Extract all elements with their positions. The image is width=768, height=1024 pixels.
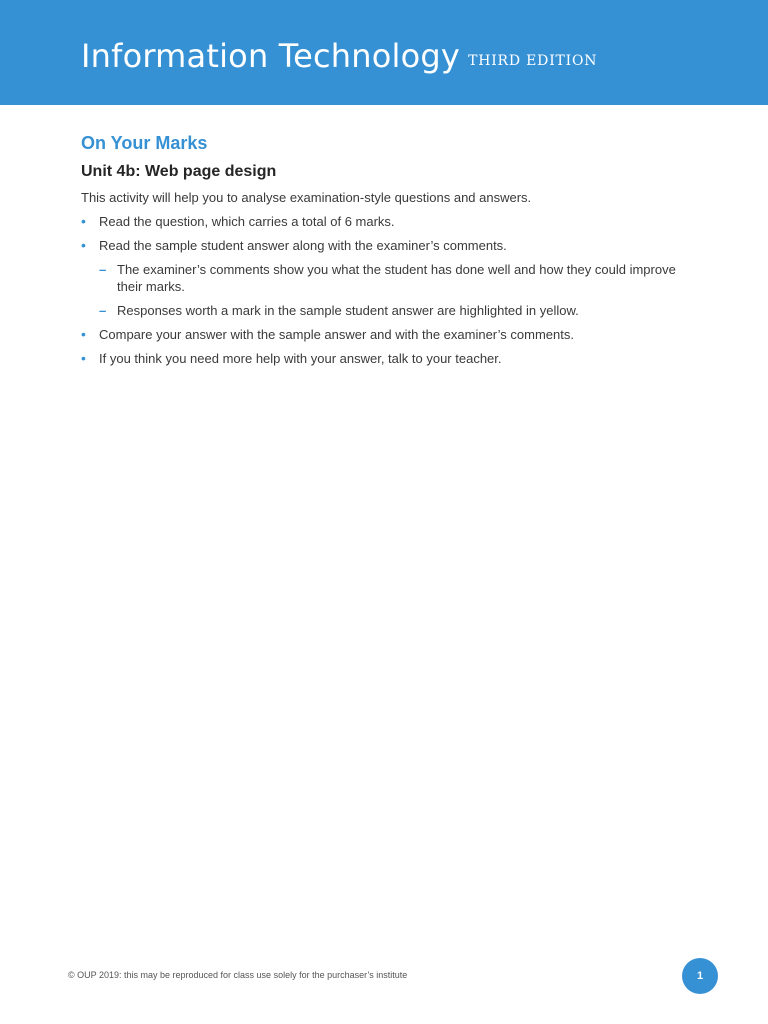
list-item: [81, 237, 691, 319]
sub-list-item: – Responses worth a mark in the sample student answer are highlighted in yellow.: [99, 302, 691, 319]
page-number-badge: 1: [682, 958, 718, 994]
main-content: [81, 130, 691, 374]
sub-instruction-list: [99, 261, 691, 319]
book-title-text: Information Technology: [81, 37, 461, 75]
header-band: [0, 0, 768, 105]
list-item: • Read the question, which carries a total of 6 marks.: [81, 213, 691, 230]
list-item: • Compare your answer with the sample answer and with the examiner’s comments.: [81, 326, 691, 343]
book-title: [81, 36, 597, 81]
edition-label: THIRD EDITION: [468, 53, 598, 69]
intro-text: This activity will help you to analyse examination-style questions and answers.: [81, 190, 532, 205]
copyright-notice: © OUP 2019: this may be reproduced for class use solely for the purchaser’s institute: [68, 970, 408, 980]
unit-title: Unit 4b: Web page design: [81, 163, 277, 180]
section-title: On Your Marks: [81, 133, 208, 153]
instruction-list: [81, 213, 691, 367]
sub-list-item: – The examiner’s comments show you what the student has done well and how they could improve their marks.: [99, 261, 691, 295]
list-item: • If you think you need more help with your answer, talk to your teacher.: [81, 350, 691, 367]
list-item-text: Read the sample student answer along with the examiner’s comments.: [99, 238, 507, 253]
